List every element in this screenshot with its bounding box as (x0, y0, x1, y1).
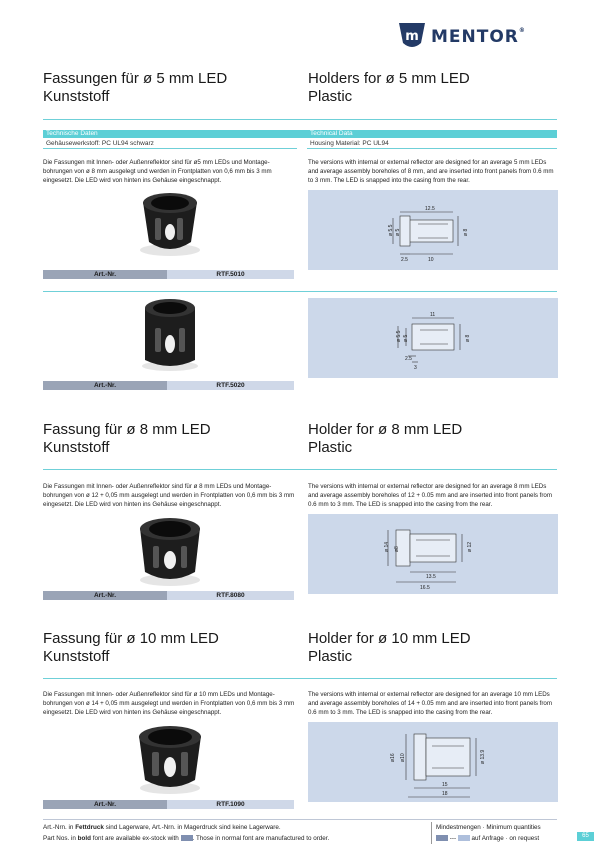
section3-title-en: Holder for ø 10 mm LED Plastic (308, 630, 471, 665)
article-number: RTF.8080 (167, 591, 294, 600)
drawing-rtf8080 (308, 514, 558, 594)
section1-title-en: Holders for ø 5 mm LED Plastic (308, 70, 470, 105)
dim-rtf5010-4: 2.5 (401, 257, 408, 263)
dim-rtf5010-0: 12.5 (425, 206, 435, 212)
drawing-rtf8080-svg (308, 514, 558, 594)
tech-data-label-de: Technische Daten (46, 130, 98, 137)
dim-rtf8080-2: ø 12 (467, 541, 473, 552)
dim-rtf8080-4: 16.5 (420, 585, 430, 591)
section1-text-de: Die Fassungen mit Innen- oder Außenreflektor sind für ø5 mm LEDs und Montagebohrungen von ø 8 mm ausgelegt und werden in Frontplatten von 0,6 mm bis 3 mm eingesetzt. Die LED wird von hinten ins Gehäuse eingeschnappt. (43, 159, 272, 184)
footer-note-en: Part Nos. in bold font are available ex-stock with . Those in normal font are manufactured to order. (43, 835, 330, 842)
drawing-rtf5010-svg (308, 190, 558, 270)
section1-rule (43, 119, 557, 120)
article-number: RTF.1090 (167, 800, 294, 809)
dim-rtf1090-0: ø16 (390, 753, 396, 762)
product-image-rtf1090 (125, 722, 215, 798)
article-label: Art.-Nr. (43, 270, 167, 279)
page-number: 65 (577, 832, 594, 841)
section2-title-en: Holder for ø 8 mm LED Plastic (308, 421, 463, 456)
article-label: Art.-Nr. (43, 591, 167, 600)
mentor-logo-icon (397, 21, 427, 51)
section1-title-de: Fassungen für ø 5 mm LED Kunststoff (43, 70, 228, 105)
dim-rtf5020-3: ø 8 (465, 334, 471, 342)
product-image-rtf5020 (125, 298, 215, 376)
dim-rtf5020-4: 2.5 (405, 356, 412, 362)
drawing-rtf1090-svg (308, 722, 558, 802)
dim-rtf5020-1: ø 5.5 (396, 330, 402, 342)
min-quantities-row: --- auf Anfrage · on request (436, 833, 539, 844)
dim-rtf5010-5: 10 (428, 257, 434, 263)
dim-rtf5010-2: ø 5 (395, 228, 401, 236)
dim-rtf8080-0: ø 14 (384, 541, 390, 552)
footer-rule (43, 819, 557, 820)
footer-note-de: Art.-Nrn. in Fettdruck sind Lagerware, Art.-Nrn. in Magerdruck sind keine Lagerware. (43, 824, 281, 831)
dim-rtf1090-2: ø 13.9 (480, 749, 486, 764)
article-label: Art.-Nr. (43, 381, 167, 390)
section2-text-en: The versions with internal or external reflector are designed for an average 8 mm LEDs and average assembly boreholes of 12 + 0.05 mm and are inserted into front panels from 0.6 mm to 3 mm. The LED is snapped into the casing from the rear. (308, 483, 553, 508)
section3-text-en: The versions with internal or external reflector are designed for an average 10 mm LEDs and average assembly boreholes of 14 + 0.05 mm and are inserted into front panels from 0.6 mm to 3 mm. The LED is snapped into the casing from the rear. (308, 691, 553, 716)
article-label: Art.-Nr. (43, 800, 167, 809)
stock-swatch (181, 835, 193, 841)
article-bar-rtf8080 (43, 591, 294, 600)
section2-rule (43, 469, 557, 470)
dim-rtf1090-3: 15 (442, 782, 448, 788)
section2-title-de: Fassung für ø 8 mm LED Kunststoff (43, 421, 211, 456)
svg-text:m: m (405, 29, 419, 44)
article-bar-rtf1090 (43, 800, 294, 809)
product-image-rtf5010 (125, 190, 215, 262)
material-en: Housing Material: PC UL94 (307, 139, 557, 149)
article-number: RTF.5010 (167, 270, 294, 279)
dim-rtf5020-0: 11 (430, 312, 436, 318)
product-image-rtf8080 (125, 514, 215, 590)
section3-text-de: Die Fassungen mit Innen- oder Außenreflektor sind für ø 10 mm LEDs und Montagebohrungen von ø 14 + 0,05 mm ausgelegt und werden in Frontplatten von 0,6 mm bis 3 mm eingesetzt. Die LED wird von hinten ins Gehäuse eingeschnappt. (43, 691, 295, 716)
section1-text-en: The versions with internal or external reflector are designed for an average 5 mm LEDs and average assembly boreholes of 8 mm, and are inserted into front panels from 0.6 mm to 3 mm. The LED is snapped into the casing from the rear. (308, 159, 554, 184)
section3-title-de: Fassung für ø 10 mm LED Kunststoff (43, 630, 219, 665)
material-de: Gehäusewerkstoff: PC UL94 schwarz (43, 139, 297, 149)
section2-text-de: Die Fassungen mit Innen- oder Außenreflektor sind für ø 8 mm LEDs und Montagebohrungen von ø 12 + 0,05 mm ausgelegt und werden in Frontplatten von 0,6 mm bis 3 mm eingesetzt. Die LED wird von hinten ins Gehäuse eingeschnappt. (43, 483, 295, 508)
footer-divider (431, 822, 432, 844)
section3-rule (43, 678, 557, 679)
dim-rtf5010-3: ø 8 (463, 228, 469, 236)
article-number: RTF.5020 (167, 381, 294, 390)
dim-rtf5020-2: ø 5 (403, 334, 409, 342)
min-quantities-label: Mindestmengen · Minimum quantities (436, 824, 541, 831)
tech-data-label-en: Technical Data (310, 130, 353, 137)
tech-data-bar (43, 130, 557, 138)
article-bar-rtf5010 (43, 270, 294, 279)
dim-rtf5010-1: ø 5.5 (388, 224, 394, 236)
dim-rtf8080-1: ø8 (394, 546, 400, 552)
brand-name: MENTOR® (431, 27, 526, 47)
swatch-dark (436, 835, 448, 841)
drawing-rtf1090 (308, 722, 558, 802)
drawing-rtf5010 (308, 190, 558, 270)
drawing-rtf5020-svg (308, 298, 558, 378)
dim-rtf8080-3: 13.5 (426, 574, 436, 580)
dim-rtf5020-5: 3 (414, 365, 417, 371)
swatch-light (458, 835, 470, 841)
dim-rtf1090-1: ø10 (400, 753, 406, 762)
drawing-rtf5020 (308, 298, 558, 378)
mentor-logo (397, 21, 567, 51)
article-bar-rtf5020 (43, 381, 294, 390)
divider-rule (43, 291, 557, 292)
dim-rtf1090-4: 18 (442, 791, 448, 797)
